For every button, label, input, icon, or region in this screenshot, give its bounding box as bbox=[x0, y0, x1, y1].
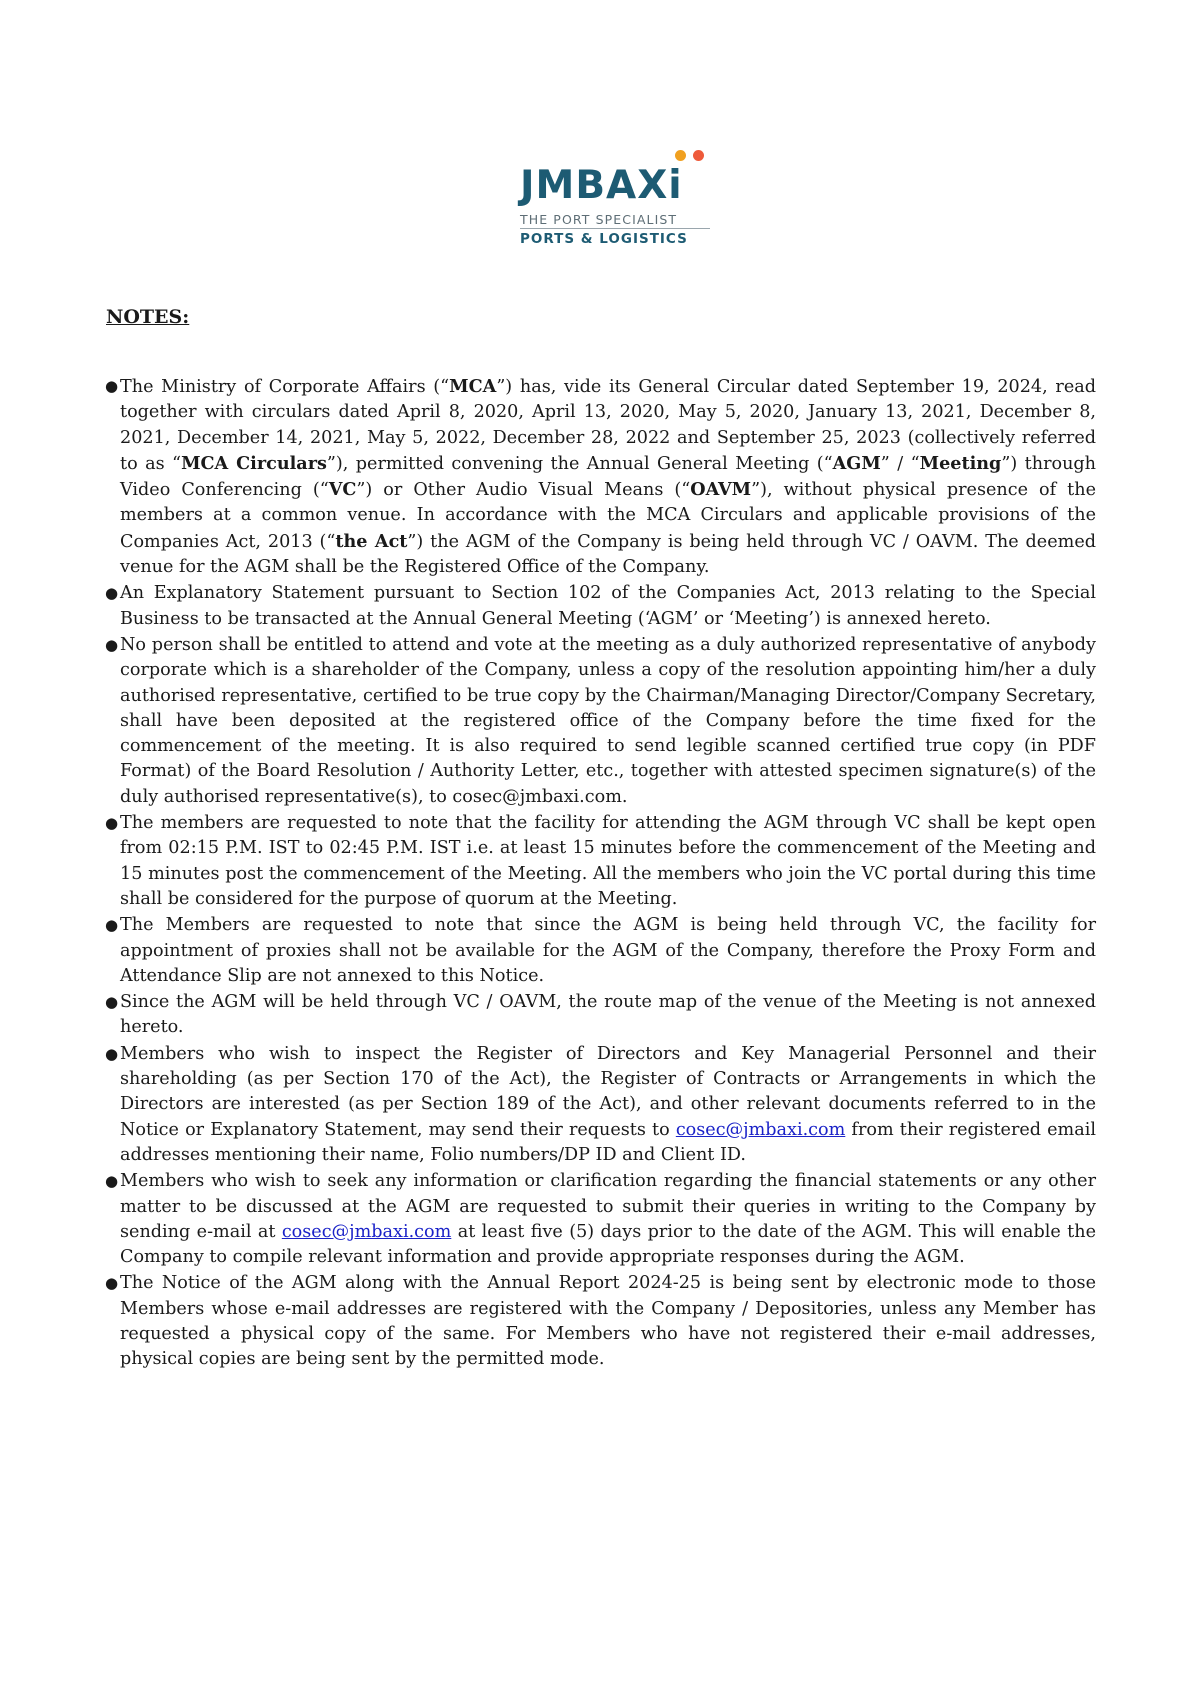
note-text: Members who wish to inspect the Register of Directors and Key Managerial Personnel and their shareholding (as per Section 170 of the Act), the Register of Contracts or Arrangements in which the Directors are interested (as per Section 189 of the Act), and other relevant documents referred to in the Notice or Explanatory Statement, may send their requests to bbox=[120, 1043, 1096, 1140]
note-text: The Notice of the AGM along with the Annual Report 2024-25 is being sent by electronic mode to those Members whose e-mail addresses are registered with the Company / Depositories, unless any Member has requested a physical copy of the same. For Members who have not registered their e-mail addresses, physical copies are being sent by the permitted mode. bbox=[120, 1273, 1096, 1370]
bullet-icon: ● bbox=[105, 814, 119, 833]
note-item-5 bbox=[104, 913, 1096, 989]
logo-subline: PORTS & LOGISTICS bbox=[520, 231, 688, 247]
email-link[interactable]: cosec@jmbaxi.com bbox=[675, 1119, 846, 1140]
notes-heading: NOTES: bbox=[106, 306, 190, 328]
note-item-9 bbox=[104, 1271, 1096, 1372]
bullet-icon: ● bbox=[105, 1172, 119, 1191]
note-text: ”) through Video Conferencing (“ bbox=[120, 453, 1096, 501]
bullet-icon: ● bbox=[105, 916, 119, 935]
note-text: The Ministry of Corporate Affairs (“ bbox=[120, 377, 450, 397]
note-item-1 bbox=[104, 374, 1096, 580]
note-text: Members who wish to seek any information or clarification regarding the financial statements or any other matter to be discussed at the AGM are requested to submit their queries in writing to the Company by sending e-mail at bbox=[120, 1171, 1096, 1242]
note-text: An Explanatory Statement pursuant to Section 102 of the Companies Act, 2013 relating to the Special Business to be transacted at the Annual General Meeting (‘AGM’ or ‘Meeting’) is annexed hereto. bbox=[120, 583, 1096, 629]
note-text: at least five (5) days prior to the date of the AGM. This will enable the Company to compile relevant information and provide appropriate responses during the AGM. bbox=[120, 1221, 1096, 1268]
note-text: from their registered email addresses mentioning their name, Folio numbers/DP ID and Client ID. bbox=[120, 1119, 1096, 1165]
bullet-icon: ● bbox=[105, 635, 119, 654]
note-item-6 bbox=[104, 990, 1096, 1041]
term-mca-circulars: MCA Circulars bbox=[181, 452, 327, 474]
note-text: ” / “ bbox=[880, 453, 920, 474]
note-text: Since the AGM will be held through VC / OAVM, the route map of the venue of the Meeting is not annexed hereto. bbox=[120, 992, 1096, 1038]
note-text: No person shall be entitled to attend and vote at the meeting as a duly authorized representative of anybody corporate which is a shareholder of the Company, unless a copy of the resolution appointing him/her a duly authorised representative, certified to be true copy by the Chairman/Managing Director/Company Secretary, shall have been deposited at the registered office of the Company before the time fixed for the commencement of the meeting. It is also required to send legible scanned certified true copy (in PDF Format) of the Board Resolution / Authority Letter, etc., together with attested specimen signature(s) of the duly authorised representative(s), to cosec@jmbaxi.com. bbox=[120, 634, 1096, 807]
term-mca: MCA bbox=[449, 376, 497, 397]
note-text: ”), permitted convening the Annual General Meeting (“ bbox=[326, 453, 833, 474]
bullet-icon: ● bbox=[105, 377, 119, 395]
email-link[interactable]: cosec@jmbaxi.com bbox=[281, 1221, 452, 1242]
company-logo bbox=[520, 150, 720, 260]
term-agm: AGM bbox=[832, 452, 881, 474]
term-vc: VC bbox=[328, 479, 357, 501]
bullet-icon: ● bbox=[105, 1044, 119, 1063]
bullet-icon: ● bbox=[105, 1274, 119, 1293]
note-text: The members are requested to note that the facility for attending the AGM through VC shall be kept open from 02:15 P.M. IST to 02:45 P.M. IST i.e. at least 15 minutes before the commencement of the Meeting and 15 minutes post the commencement of the Meeting. All the members who join the VC portal during this time shall be considered for the purpose of quorum at the Meeting. bbox=[120, 813, 1096, 909]
note-text: ”) has, vide its General Circular dated September 19, 2024, read together with circulars dated April 8, 2020, April 13, 2020, May 5, 2020, January 13, 2021, December 8, 2021, December 14, 2021, May 5, 2022, December 28, 2022 and September 25, 2023 (collectively referred to as “ bbox=[120, 377, 1096, 474]
orange-dot-icon bbox=[675, 150, 686, 161]
term-oavm: OAVM bbox=[690, 479, 752, 501]
note-text: ”) the AGM of the Company is being held through VC / OAVM. The deemed venue for the AGM shall be the Registered Office of the Company. bbox=[120, 531, 1096, 578]
note-item-3 bbox=[104, 633, 1096, 810]
note-item-8 bbox=[104, 1169, 1096, 1270]
note-item-4 bbox=[104, 811, 1096, 912]
note-text: The Members are requested to note that since the AGM is being held through VC, the facility for appointment of proxies shall not be available for the AGM of the Company, therefore the Proxy Form and Attendance Slip are not annexed to this Notice. bbox=[120, 915, 1096, 986]
term-meeting: Meeting bbox=[919, 452, 1002, 474]
bullet-icon: ● bbox=[105, 993, 119, 1012]
logo-divider bbox=[520, 228, 710, 229]
logo-brand: JMBAXi bbox=[520, 163, 683, 208]
note-item-7 bbox=[104, 1042, 1096, 1168]
bullet-icon: ● bbox=[105, 584, 119, 603]
note-text: ”) or Other Audio Visual Means (“ bbox=[356, 480, 691, 501]
red-dot-icon bbox=[693, 150, 704, 161]
notes-list bbox=[104, 374, 1096, 1374]
note-text: ”), without physical presence of the members at a common venue. In accordance with the MCA Circulars and applicable provisions of the Companies Act, 2013 (“ bbox=[120, 480, 1096, 552]
term-the-act: the Act bbox=[335, 530, 408, 552]
note-item-2 bbox=[104, 581, 1096, 632]
logo-tagline: THE PORT SPECIALIST bbox=[520, 212, 678, 227]
